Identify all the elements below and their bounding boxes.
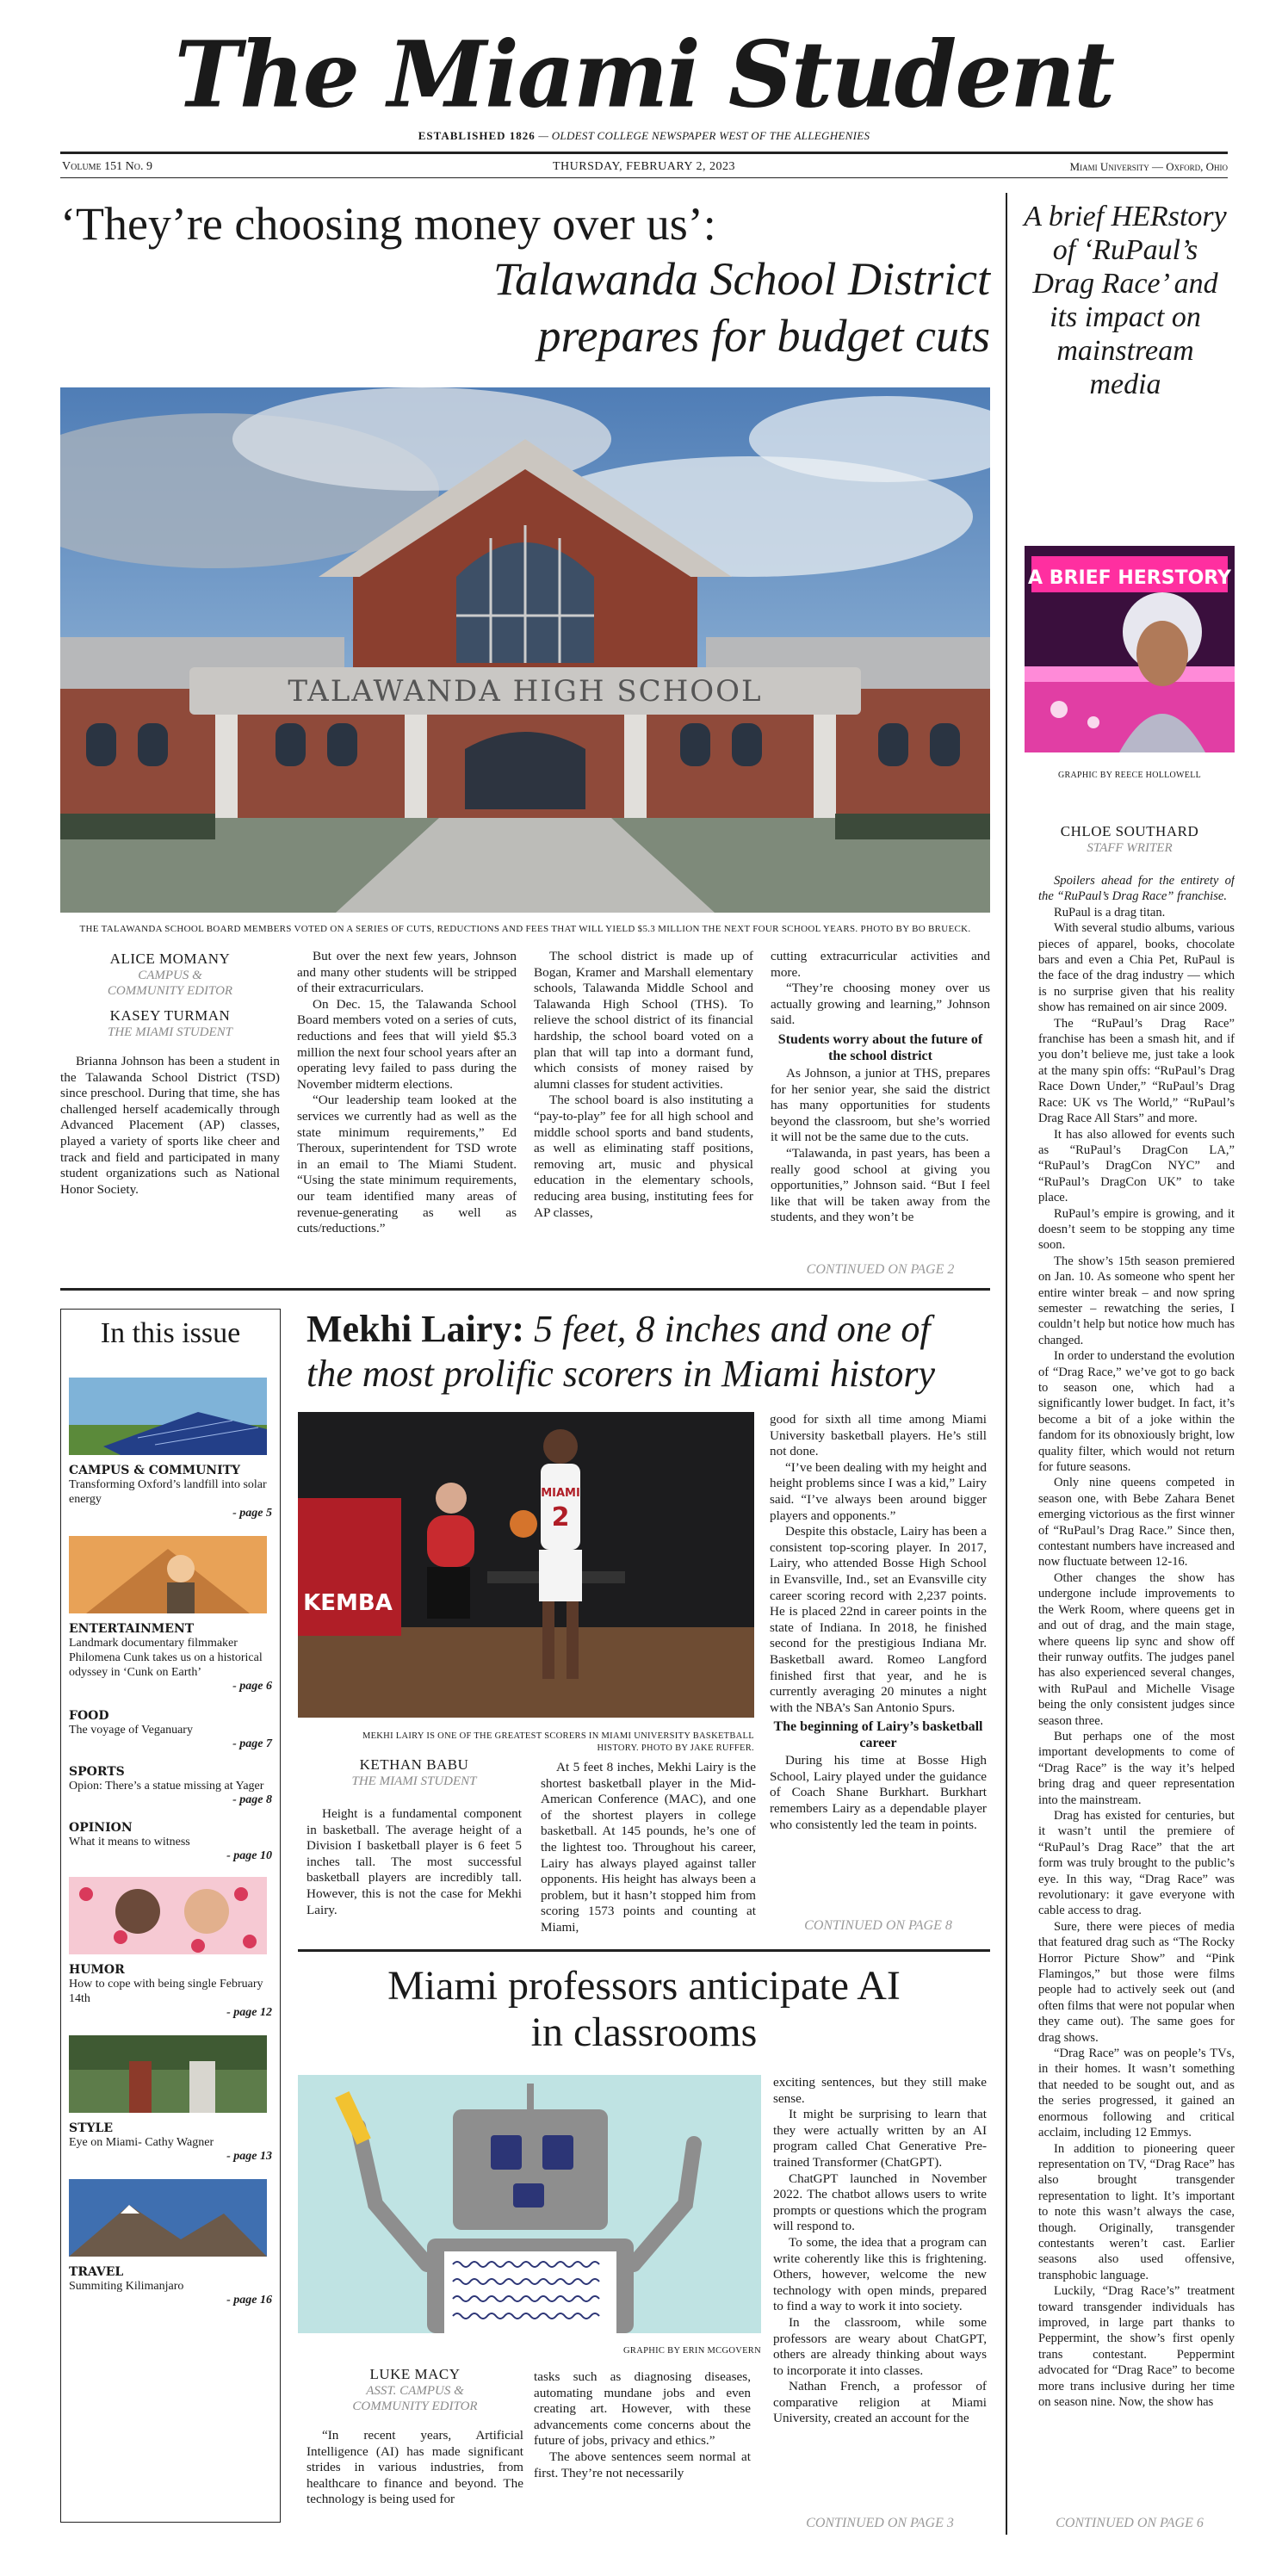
ai-column-2 bbox=[534, 2369, 751, 2481]
author-role: THE MIAMI STUDENT bbox=[108, 1025, 232, 1039]
sports-paragraph: good for sixth all time among Miami University basketball players. He’s still not done. bbox=[770, 1412, 987, 1459]
ai-headline bbox=[298, 1963, 990, 2056]
issue-section: FOOD bbox=[69, 1709, 109, 1723]
issue-date: THURSDAY, FEBRUARY 2, 2023 bbox=[552, 160, 736, 173]
ai-paragraph: “In recent years, Artificial Intelligence (AI) has made significant strides in various industries, from healthcare to finance and beyond. The technology is being used for bbox=[307, 2428, 523, 2507]
issue-description: Landmark documentary filmmaker Philomena Cunk takes us on a historical odyssey in ‘Cunk on Earth’ bbox=[69, 1637, 263, 1679]
lead-paragraph: As Johnson, a junior at THS, prepares for her senior year, she said the district has many opportunities for students beyond the classroom, but she’s worried it will not be the same due to the cuts. bbox=[771, 1065, 990, 1145]
lead-paragraph: The school board is also instituting a “pay-to-play” fee for all high school and middle school sports and band students, as well as eliminating staff positions, removing art, music and physical education in the elementary schools, reducing area busing, instituting fees for AP classes, bbox=[534, 1093, 753, 1220]
lead-paragraph: “Talawanda, in past years, has been a really good school at giving you opportunities,” Johnson said. “But I feel like that will be taken away from the students, and they won’t be bbox=[771, 1145, 990, 1225]
issue-description: How to cope with being single February 14th bbox=[69, 1978, 263, 2005]
lead-dek-line2: prepares for budget cuts bbox=[537, 310, 990, 362]
sidebar-author-role: STAFF WRITER bbox=[1087, 841, 1173, 855]
ai-paragraph: tasks such as diagnosing diseases, automating mundane jobs and even creating art. However, with these advancements come concerns about the future of jobs, privacy and ethics.” bbox=[534, 2369, 751, 2449]
sidebar-paragraph: The “RuPaul’s Drag Race” franchise has been a smash hit, and if you don’t believe me, just take a look at the many spin offs: “RuPaul’s Drag Race Down Under,” “RuPaul’s Drag Race: UK vs The World,” “RuPaul’s Drag Race All Stars” and more. bbox=[1038, 1016, 1235, 1126]
ai-headline-line: in classrooms bbox=[530, 2009, 758, 2055]
sidebar-paragraph: It has also allowed for events such as “RuPaul’s DragCon LA,” “RuPaul’s DragCon NYC” and “RuPaul’s DragCon UK” to take place. bbox=[1038, 1127, 1235, 1205]
established-year: ESTABLISHED 1826 bbox=[418, 129, 536, 142]
issue-item[interactable] bbox=[69, 2035, 272, 2164]
ai-paragraph: It might be surprising to learn that they were actually written by an AI program called Chat Generative Pre-trained Transformer (ChatGPT). bbox=[773, 2107, 987, 2170]
issue-page: - page 7 bbox=[232, 1737, 272, 1750]
sports-column-3 bbox=[770, 1412, 987, 1833]
sports-dek-line2: the most prolific scorers in Miami history bbox=[307, 1353, 936, 1395]
issue-section: STYLE bbox=[69, 2121, 114, 2135]
issue-item[interactable] bbox=[69, 2179, 272, 2307]
graphic-title: A BRIEF HERSTORY bbox=[1028, 567, 1231, 589]
issue-page: - page 13 bbox=[226, 2150, 272, 2163]
issue-description: Transforming Oxford’s landfill into solar energy bbox=[69, 1478, 267, 1506]
sidebar-paragraph: Only nine queens competed in season one, with Bebe Zahara Benet emerging victorious as the first winner of “RuPaul’s Drag Race.” Since then, contestant numbers have increased and now fluctuate between 12-16. bbox=[1038, 1476, 1235, 1570]
author-name: KASEY TURMAN bbox=[109, 1007, 231, 1024]
ai-paragraph: In the classroom, while some professors are weary about ChatGPT, others are already thinking about ways to incorporate it into classes. bbox=[773, 2314, 987, 2378]
sidebar-headline: A brief HERstory of ‘RuPaul’s Drag Race’ and its impact on mainstream media bbox=[1024, 201, 1227, 400]
sidebar-body bbox=[1038, 873, 1235, 2514]
lead-paragraph: “They’re choosing money over us actually growing and learning,” Johnson said. bbox=[771, 981, 990, 1028]
issue-page: - page 10 bbox=[226, 1849, 272, 1862]
sidebar-paragraph: Drag has existed for centuries, but it wasn’t until the premiere of “RuPaul’s Drag Race” that the art form was truly brought to the public’s eye. In this way, “Drag Race” was revolutionary: it gave everyone with cable access to drag. bbox=[1038, 1808, 1235, 1918]
issue-page: - page 5 bbox=[232, 1507, 272, 1520]
lead-paragraph: The school district is made up of Bogan, Kramer and Marshall elementary schools, Talawanda Middle School and Talawanda High School (THS). To relieve the school district of its financial hardship, the school board voted on a plan that will tap into a dormant fund, which consists of money raised by alumni classes for student activities. bbox=[534, 949, 753, 1092]
sports-paragraph: Height is a fundamental component in basketball. The average height of a Division I basketball player is 6 feet 5 inches tall. The most successful basketball players are incredibly tall. However, this is not the case for Mekhi Lairy. bbox=[307, 1806, 522, 1917]
caption-line: MEKHI LAIRY IS ONE OF THE GREATEST SCORERS IN MIAMI UNIVERSITY BASKETBALL bbox=[362, 1731, 754, 1741]
school-sign: TALAWANDA HIGH SCHOOL bbox=[288, 674, 763, 709]
sports-photo bbox=[298, 1412, 754, 1718]
masthead-title: The Miami Student bbox=[174, 20, 1114, 129]
sidebar-paragraph: But perhaps one of the most important developments to come of “Drag Race” is the way it’s helped bring drag and queer representation into the mainstream. bbox=[1038, 1729, 1235, 1807]
lead-paragraph: “Our leadership team looked at the services we currently had as well as the state minimum requirements,” Ed Theroux, superintendent for TSD wrote in an email to The Miami Student. “Using the state minimum requirements, our team identified many areas of revenue-generating as well as cuts/reductions.” bbox=[297, 1093, 517, 1236]
masthead-tagline: — OLDEST COLLEGE NEWSPAPER WEST OF THE ALLEGHENIES bbox=[535, 129, 870, 142]
lead-photo bbox=[60, 387, 990, 913]
sports-paragraph: Despite this obstacle, Lairy has been a consistent top-scoring player. In 2017, Lairy, who attended Bosse High School in Evansville, Ind., set an Evansville city career scoring record with 2,237 points. He is placed 22nd in career points in the state of Indiana. In 2018, he finished second for the prestigious Indiana Mr. Basketball award. Romeo Langford finished first that year, and he is currently averaging 20 minutes a night with the NBA’s San Antonio Spurs. bbox=[770, 1524, 987, 1715]
issue-page: - page 8 bbox=[232, 1793, 272, 1806]
sports-divider bbox=[298, 1949, 990, 1952]
lead-photo-caption: THE TALAWANDA SCHOOL BOARD MEMBERS VOTED ON A SERIES OF CUTS, REDUCTIONS AND FEES THAT WILL YIELD $5.3 MILLION THE NEXT FOUR SCHOOL YEARS. PHOTO BY BO BRUECK. bbox=[79, 924, 971, 934]
in-this-issue-list bbox=[69, 1378, 272, 2323]
lead-paragraph: On Dec. 15, the Talawanda School Board members voted on a series of cuts, reductions and fees that will yield $5.3 million the next four school years after an operating levy failed to pass during the November midterm elections. bbox=[297, 996, 517, 1092]
issue-section: CAMPUS & COMMUNITY bbox=[69, 1464, 241, 1477]
issue-item[interactable] bbox=[69, 1709, 272, 1751]
ai-author-role: COMMUNITY EDITOR bbox=[352, 2400, 478, 2413]
lead-headline: ‘They’re choosing money over us’: bbox=[60, 198, 716, 250]
sidebar-paragraph: “Drag Race” was on people’s TVs, in their homes. It wasn’t something that needed to be sought out, and as the series progressed, it gained an enormous following and critical acclaim, including 12 Emmys. bbox=[1038, 2047, 1235, 2140]
ai-graphic-credit: GRAPHIC BY ERIN MCGOVERN bbox=[623, 2346, 761, 2356]
ai-continued-link[interactable]: CONTINUED ON PAGE 3 bbox=[806, 2516, 954, 2530]
jersey-team: MIAMI bbox=[541, 1487, 580, 1500]
sports-headline bbox=[307, 1307, 987, 1352]
issue-thumbnail bbox=[69, 1877, 272, 1954]
top-rule bbox=[60, 152, 1228, 154]
ai-column-3 bbox=[773, 2075, 987, 2427]
issue-item[interactable] bbox=[69, 1877, 272, 2020]
ai-column-1 bbox=[307, 2366, 523, 2508]
sidebar-paragraph: Other changes the show has undergone include improvements to the Werk Room, where queens get in and out of drag, and the main stage, where queens lip sync and show off their runway outfits. The judges panel has also experienced several changes, with RuPaul and Michelle Visage being the only consistent judges since season three. bbox=[1038, 1570, 1235, 1728]
sidebar-paragraph: Spoilers ahead for the entirety of the “RuPaul’s Drag Race” franchise. bbox=[1038, 874, 1235, 904]
issue-section: HUMOR bbox=[69, 1963, 125, 1977]
lead-paragraph: cutting extracurricular activities and more. bbox=[771, 949, 990, 980]
sports-author: KETHAN BABU bbox=[359, 1756, 469, 1773]
issue-page: - page 12 bbox=[226, 2006, 272, 2019]
ai-paragraph: ChatGPT launched in November 2022. The chatbot allows users to write prompts or questions which the program will respond to. bbox=[773, 2170, 987, 2234]
sports-author-role: THE MIAMI STUDENT bbox=[351, 1774, 477, 1788]
issue-section: ENTERTAINMENT bbox=[69, 1622, 195, 1636]
issue-item[interactable] bbox=[69, 1765, 272, 1807]
sidebar-paragraph: Luckily, “Drag Race’s” treatment toward transgender individuals has improved, in large part thanks to Peppermint, the show’s first openly trans contestant. Peppermint advocated for “Drag Race” to become more trans inclusive during her time on season nine. Now, the show has bbox=[1038, 2284, 1235, 2409]
dateline-location: Miami University — Oxford, Ohio bbox=[1069, 160, 1228, 173]
issue-description: The voyage of Veganuary bbox=[69, 1724, 193, 1737]
jersey-number: 2 bbox=[551, 1502, 570, 1533]
graphic-credit: GRAPHIC BY REECE HOLLOWELL bbox=[1057, 771, 1202, 780]
sports-paragraph: At 5 feet 8 inches, Mekhi Lairy is the shortest basketball player in the Mid-American Conference (MAC), and one of the shortest players in college basketball. At 145 pounds, he’s one of the lightest too. Throughout his career, Lairy has always played against taller opponents. His height has always been a problem, but it hasn’t stopped him from scoring 1573 points and counting at Miami, bbox=[541, 1760, 756, 1935]
sports-paragraph: “I’ve been dealing with my height and height problems since I was a kid,” Lairy said. “I’ve always been around bigger players and opponents.” bbox=[770, 1459, 987, 1523]
lead-column-3 bbox=[534, 949, 753, 1221]
issue-thumbnail bbox=[69, 1536, 272, 1613]
sidebar-paragraph: RuPaul’s empire is growing, and it doesn’t seem to be stopping any time soon. bbox=[1038, 1206, 1235, 1253]
author-name: ALICE MOMANY bbox=[109, 951, 231, 967]
ai-paragraph: To some, the idea that a program can write coherently like this is frightening. Others, however, welcome the new technology with open minds, prepared to find a way to work it into society. bbox=[773, 2234, 987, 2314]
author-role: COMMUNITY EDITOR bbox=[107, 984, 233, 998]
sidebar-continued-link[interactable]: CONTINUED ON PAGE 6 bbox=[1056, 2516, 1204, 2530]
issue-section: OPINION bbox=[69, 1821, 133, 1835]
ai-headline-line: Miami professors anticipate AI bbox=[387, 1963, 901, 2009]
sports-column-2 bbox=[541, 1760, 756, 1936]
sports-subhead: The beginning of Lairy’s basketball career bbox=[773, 1719, 983, 1751]
issue-section: TRAVEL bbox=[69, 2265, 124, 2279]
issue-description: What it means to witness bbox=[69, 1836, 190, 1848]
lead-column-2 bbox=[297, 949, 517, 1237]
arena-banner: KEMBA bbox=[303, 1590, 393, 1616]
ai-author: LUKE MACY bbox=[369, 2366, 461, 2382]
in-this-issue-title: In this issue bbox=[100, 1317, 241, 1349]
sidebar-paragraph: Sure, there were pieces of media that featured drag such as “The Rocky Horror Picture Show” and “Pink Flamingos,” but those were films people had to actively seek out (and often films that were not popular when they came out). The same goes for drag shows. bbox=[1038, 1919, 1235, 2045]
ai-paragraph: Nathan French, a professor of comparative religion at Miami University, created an account for the bbox=[773, 2379, 987, 2426]
sports-dek-line1: 5 feet, 8 inches and one of bbox=[533, 1308, 931, 1350]
issue-thumbnail bbox=[69, 2035, 272, 2113]
caption-line: HISTORY. PHOTO BY JAKE RUFFER. bbox=[597, 1743, 754, 1753]
issue-item[interactable] bbox=[69, 1821, 272, 1863]
author-role: CAMPUS & bbox=[138, 969, 202, 982]
sidebar-rule bbox=[1006, 193, 1007, 2535]
sidebar-paragraph: RuPaul is a drag titan. bbox=[1054, 905, 1166, 920]
datebar-rule bbox=[60, 177, 1228, 178]
lead-subhead: Students worry about the future of the school district bbox=[777, 1031, 983, 1063]
issue-description: Summiting Kilimanjaro bbox=[69, 2280, 184, 2293]
lead-continued-link[interactable]: CONTINUED ON PAGE 2 bbox=[806, 1262, 955, 1277]
issue-item[interactable] bbox=[69, 1378, 272, 1520]
sports-continued-link[interactable]: CONTINUED ON PAGE 8 bbox=[804, 1918, 952, 1933]
issue-description: Eye on Miami- Cathy Wagner bbox=[69, 2136, 214, 2149]
ai-paragraph: exciting sentences, but they still make sense. bbox=[773, 2075, 987, 2106]
sports-name: Mekhi Lairy: bbox=[307, 1308, 524, 1350]
issue-item[interactable] bbox=[69, 1536, 272, 1694]
sports-photo-caption bbox=[298, 1731, 754, 1755]
sports-column-1 bbox=[307, 1756, 522, 1918]
sidebar-paragraph: In order to understand the evolution of “Drag Race,” we’ve got to go back to season one, which had a significantly lower budget. In fact, it’s become a bit of a joke within the fandom for its obnoxiously bright, low quality filter, which would not return for future seasons. bbox=[1038, 1349, 1235, 1475]
volume-number: Volume 151 No. 9 bbox=[62, 160, 152, 173]
sports-paragraph: During his time at Bosse High School, Lairy played under the guidance of Coach Shane Burkhart. Burkhart remembers Lairy as a dependable player who consistently led the team in points. bbox=[770, 1753, 987, 1832]
ai-author-role: ASST. CAMPUS & bbox=[366, 2384, 464, 2398]
lead-paragraph: Brianna Johnson has been a student in the Talawanda School District (TSD) since preschool. During that time, she has challenged herself academically through Advanced Placement (AP) classes, played a variety of sports like cheer and track and field and participated in many student organizations such as National Honor Society. bbox=[60, 1054, 280, 1197]
drag-race-graphic bbox=[1025, 546, 1235, 752]
lead-byline bbox=[60, 951, 280, 1198]
lead-dek-line1: Talawanda School District bbox=[492, 253, 990, 305]
issue-thumbnail bbox=[69, 1378, 272, 1455]
lead-column-4 bbox=[771, 949, 990, 1226]
issue-section: SPORTS bbox=[69, 1765, 125, 1779]
lead-divider bbox=[60, 1288, 990, 1291]
sidebar-author: CHLOE SOUTHARD bbox=[1060, 823, 1199, 839]
sidebar-paragraph: The show’s 15th season premiered on Jan. 10. As someone who spent her entire winter break – and now spring semester – rewatching the series, I couldn’t help but notice how much has changed. bbox=[1038, 1254, 1235, 1347]
ai-graphic bbox=[298, 2075, 761, 2333]
masthead-established bbox=[0, 129, 1288, 143]
issue-page: - page 6 bbox=[232, 1680, 272, 1693]
ai-paragraph: The above sentences seem normal at first. They’re not necessarily bbox=[534, 2449, 751, 2480]
issue-description: Opion: There’s a statue missing at Yager bbox=[69, 1780, 264, 1793]
lead-paragraph: But over the next few years, Johnson and many other students will be stripped of their extracurriculars. bbox=[297, 949, 517, 996]
issue-page: - page 16 bbox=[226, 2294, 272, 2307]
issue-thumbnail bbox=[69, 2179, 272, 2257]
sidebar-paragraph: With several studio albums, various pieces of apparel, books, chocolate bars and even a Chia Pet, RuPaul is the face of the drag industry — which is no surprise given that his reality show has remained on air since 2009. bbox=[1038, 921, 1235, 1015]
sidebar-paragraph: In addition to pioneering queer representation on TV, “Drag Race” has also brought transgender representation to light. It’s important to note this wasn’t always the case, though. Originally, transgender contestants weren’t cast. Earlier seasons also used offensive, transphobic language. bbox=[1038, 2141, 1235, 2282]
